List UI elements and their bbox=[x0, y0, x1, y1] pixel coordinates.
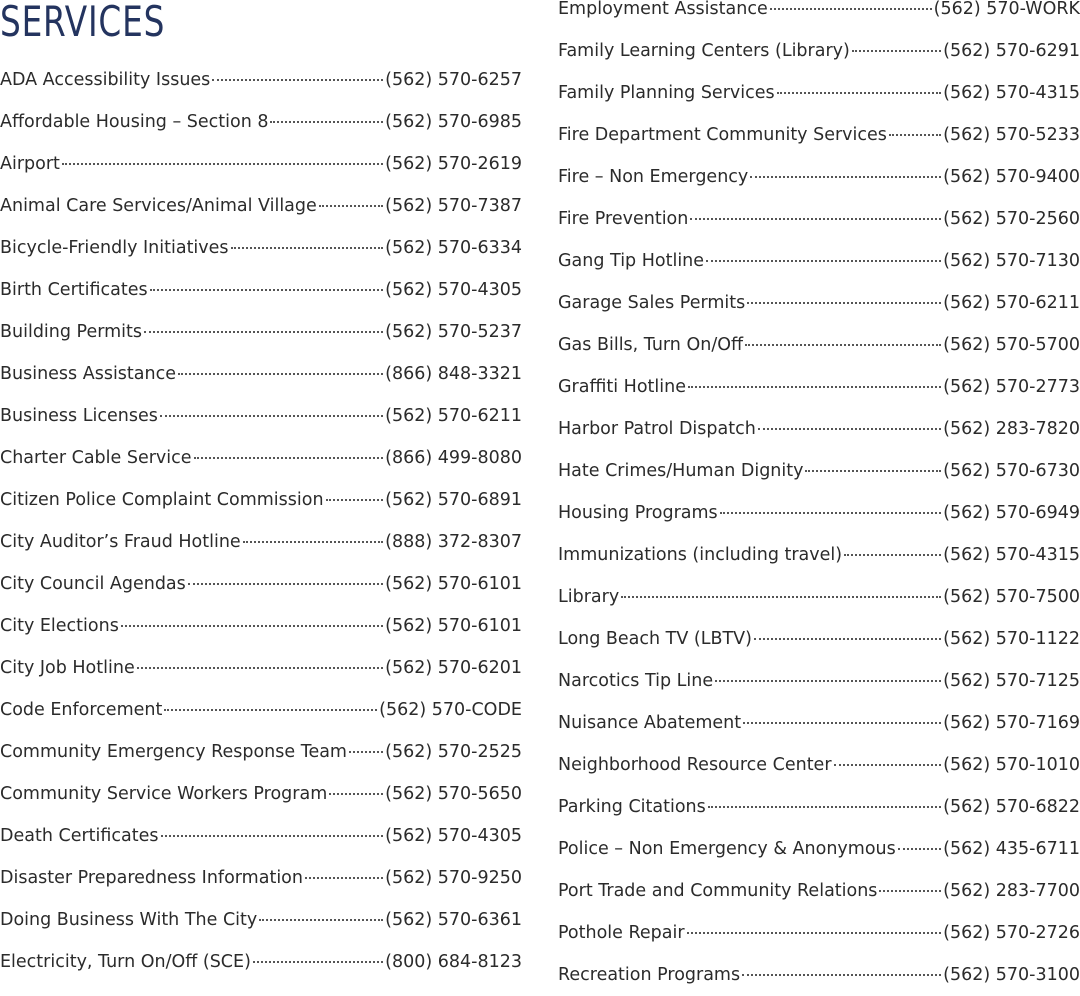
service-row bbox=[0, 185, 522, 227]
service-name: City Auditor’s Fraud Hotline bbox=[0, 532, 241, 552]
service-phone: (562) 570-7130 bbox=[943, 251, 1080, 271]
service-row bbox=[0, 563, 522, 605]
service-name: Police – Non Emergency & Anonymous bbox=[558, 839, 896, 859]
dot-leader bbox=[834, 764, 942, 766]
service-phone: (562) 570-6730 bbox=[943, 461, 1080, 481]
dot-leader bbox=[777, 92, 942, 94]
dot-leader bbox=[687, 932, 942, 934]
service-name: Citizen Police Complaint Commission bbox=[0, 490, 324, 510]
service-phone: (562) 570-6257 bbox=[385, 70, 522, 90]
dot-leader bbox=[898, 848, 941, 850]
service-name: Garage Sales Permits bbox=[558, 293, 746, 313]
service-phone: (562) 570-2619 bbox=[385, 154, 522, 174]
service-name: Community Emergency Response Team bbox=[0, 742, 347, 762]
service-name: Bicycle-Friendly Initiatives bbox=[0, 238, 229, 258]
dot-leader bbox=[326, 499, 384, 501]
service-row bbox=[0, 311, 522, 353]
dot-leader bbox=[329, 793, 383, 795]
service-row bbox=[0, 857, 522, 899]
service-phone: (562) 570-6101 bbox=[385, 574, 522, 594]
service-row bbox=[0, 395, 522, 437]
service-row bbox=[0, 689, 522, 731]
service-name: City Job Hotline bbox=[0, 658, 135, 678]
dot-leader bbox=[161, 835, 384, 837]
dot-leader bbox=[243, 541, 383, 543]
dot-leader bbox=[137, 667, 383, 669]
service-phone: (562) 570-6201 bbox=[385, 658, 522, 678]
service-phone: (562) 570-4315 bbox=[943, 83, 1080, 103]
service-phone: (562) 570-1122 bbox=[943, 629, 1080, 649]
dot-leader bbox=[805, 470, 941, 472]
service-name: Business Licenses bbox=[0, 406, 158, 426]
service-row bbox=[558, 450, 1080, 492]
service-name: Death Certificates bbox=[0, 826, 159, 846]
dot-leader bbox=[852, 50, 941, 52]
service-name: Pothole Repair bbox=[558, 923, 685, 943]
service-name: Electricity, Turn On/Off (SCE) bbox=[0, 952, 251, 972]
service-row bbox=[558, 282, 1080, 324]
service-row bbox=[0, 479, 522, 521]
service-row bbox=[0, 521, 522, 563]
service-row bbox=[0, 773, 522, 815]
service-phone: (562) 570-7387 bbox=[385, 196, 522, 216]
service-phone: (562) 570-6891 bbox=[385, 490, 522, 510]
service-phone: (562) 570-6822 bbox=[943, 797, 1080, 817]
service-row bbox=[0, 815, 522, 857]
service-name: Family Planning Services bbox=[558, 83, 775, 103]
service-row bbox=[558, 72, 1080, 114]
dot-leader bbox=[770, 8, 932, 10]
service-row bbox=[558, 324, 1080, 366]
service-name: Graffiti Hotline bbox=[558, 377, 686, 397]
dot-leader bbox=[690, 218, 941, 220]
service-name: Building Permits bbox=[0, 322, 143, 342]
service-name: Charter Cable Service bbox=[0, 448, 192, 468]
dot-leader bbox=[720, 512, 941, 514]
service-row bbox=[558, 366, 1080, 408]
dot-leader bbox=[349, 751, 383, 753]
service-name: Neighborhood Resource Center bbox=[558, 755, 832, 775]
service-phone: (562) 283-7700 bbox=[943, 881, 1080, 901]
service-name: Library bbox=[558, 587, 620, 607]
service-row bbox=[0, 437, 522, 479]
dot-leader bbox=[879, 890, 941, 892]
service-row bbox=[0, 731, 522, 773]
service-row bbox=[558, 156, 1080, 198]
service-row bbox=[558, 912, 1080, 954]
dot-leader bbox=[688, 386, 941, 388]
service-phone: (562) 570-6985 bbox=[385, 112, 522, 132]
service-name: Immunizations (including travel) bbox=[558, 545, 843, 565]
dot-leader bbox=[742, 974, 941, 976]
dot-leader bbox=[253, 961, 383, 963]
service-phone: (562) 570-2525 bbox=[385, 742, 522, 762]
service-phone: (562) 283-7820 bbox=[943, 419, 1080, 439]
service-name: Business Assistance bbox=[0, 364, 176, 384]
service-name: Parking Citations bbox=[558, 797, 706, 817]
service-row bbox=[558, 618, 1080, 660]
service-name: Airport bbox=[0, 154, 60, 174]
service-phone: (562) 570-7169 bbox=[943, 713, 1080, 733]
dot-leader bbox=[889, 134, 941, 136]
service-phone: (562) 570-6949 bbox=[943, 503, 1080, 523]
service-row bbox=[558, 702, 1080, 744]
service-name: Community Service Workers Program bbox=[0, 784, 328, 804]
service-name: Doing Business With The City bbox=[0, 910, 258, 930]
service-phone: (562) 570-6211 bbox=[943, 293, 1080, 313]
service-phone: (800) 684-8123 bbox=[385, 952, 522, 972]
dot-leader bbox=[62, 163, 383, 165]
service-row bbox=[558, 660, 1080, 702]
dot-leader bbox=[305, 877, 383, 879]
service-row bbox=[0, 605, 522, 647]
dot-leader bbox=[743, 722, 941, 724]
service-row bbox=[0, 899, 522, 941]
service-row bbox=[558, 744, 1080, 786]
service-phone: (562) 570-CODE bbox=[379, 700, 522, 720]
services-list-left bbox=[0, 59, 522, 983]
dot-leader bbox=[144, 331, 383, 333]
service-row bbox=[0, 143, 522, 185]
service-row bbox=[558, 786, 1080, 828]
dot-leader bbox=[319, 205, 383, 207]
service-name: Recreation Programs bbox=[558, 965, 741, 985]
service-name: Fire Prevention bbox=[558, 209, 689, 229]
dot-leader bbox=[844, 554, 941, 556]
dot-leader bbox=[231, 247, 384, 249]
service-phone: (888) 372-8307 bbox=[385, 532, 522, 552]
service-row bbox=[558, 534, 1080, 576]
dot-leader bbox=[121, 625, 383, 627]
dot-leader bbox=[150, 289, 384, 291]
dot-leader bbox=[754, 638, 941, 640]
service-name: City Elections bbox=[0, 616, 119, 636]
service-phone: (562) 570-5233 bbox=[943, 125, 1080, 145]
service-row bbox=[0, 941, 522, 983]
service-name: Nuisance Abatement bbox=[558, 713, 742, 733]
dot-leader bbox=[715, 680, 941, 682]
dot-leader bbox=[706, 260, 941, 262]
service-phone: (562) 435-6711 bbox=[943, 839, 1080, 859]
service-row bbox=[558, 30, 1080, 72]
service-row bbox=[0, 227, 522, 269]
service-name: Narcotics Tip Line bbox=[558, 671, 714, 691]
service-phone: (562) 570-3100 bbox=[943, 965, 1080, 985]
service-phone: (562) 570-2726 bbox=[943, 923, 1080, 943]
service-name: Housing Programs bbox=[558, 503, 718, 523]
service-row bbox=[558, 198, 1080, 240]
service-name: Birth Certificates bbox=[0, 280, 148, 300]
service-row bbox=[558, 0, 1080, 30]
service-row bbox=[0, 101, 522, 143]
service-phone: (562) 570-6101 bbox=[385, 616, 522, 636]
service-phone: (562) 570-7500 bbox=[943, 587, 1080, 607]
dot-leader bbox=[178, 373, 383, 375]
dot-leader bbox=[259, 919, 383, 921]
service-phone: (562) 570-2773 bbox=[943, 377, 1080, 397]
service-phone: (562) 570-WORK bbox=[933, 0, 1080, 19]
service-phone: (562) 570-6334 bbox=[385, 238, 522, 258]
service-row bbox=[558, 492, 1080, 534]
service-phone: (562) 570-4305 bbox=[385, 826, 522, 846]
dot-leader bbox=[270, 121, 383, 123]
service-name: Port Trade and Community Relations bbox=[558, 881, 878, 901]
dot-leader bbox=[164, 709, 377, 711]
service-phone: (562) 570-4315 bbox=[943, 545, 1080, 565]
service-name: ADA Accessibility Issues bbox=[0, 70, 211, 90]
service-phone: (562) 570-6361 bbox=[385, 910, 522, 930]
service-phone: (866) 499-8080 bbox=[385, 448, 522, 468]
service-phone: (562) 570-7125 bbox=[943, 671, 1080, 691]
service-row bbox=[558, 828, 1080, 870]
service-phone: (562) 570-6211 bbox=[385, 406, 522, 426]
page-title: SERVICES bbox=[0, 0, 166, 46]
service-name: Fire Department Community Services bbox=[558, 125, 887, 145]
service-phone: (562) 570-5700 bbox=[943, 335, 1080, 355]
dot-leader bbox=[621, 596, 941, 598]
service-row bbox=[558, 114, 1080, 156]
service-row bbox=[558, 870, 1080, 912]
dot-leader bbox=[750, 176, 941, 178]
services-list-right bbox=[558, 0, 1080, 996]
service-name: Affordable Housing – Section 8 bbox=[0, 112, 269, 132]
service-phone: (562) 570-2560 bbox=[943, 209, 1080, 229]
dot-leader bbox=[194, 457, 384, 459]
service-row bbox=[0, 647, 522, 689]
service-name: Gang Tip Hotline bbox=[558, 251, 705, 271]
service-row bbox=[0, 353, 522, 395]
service-phone: (562) 570-5650 bbox=[385, 784, 522, 804]
service-phone: (562) 570-9250 bbox=[385, 868, 522, 888]
service-phone: (562) 570-4305 bbox=[385, 280, 522, 300]
service-name: Harbor Patrol Dispatch bbox=[558, 419, 756, 439]
service-name: Hate Crimes/Human Dignity bbox=[558, 461, 804, 481]
service-name: Disaster Preparedness Information bbox=[0, 868, 303, 888]
service-row bbox=[0, 59, 522, 101]
service-name: Gas Bills, Turn On/Off bbox=[558, 335, 744, 355]
dot-leader bbox=[747, 302, 941, 304]
dot-leader bbox=[758, 428, 941, 430]
service-name: Code Enforcement bbox=[0, 700, 163, 720]
service-row bbox=[558, 408, 1080, 450]
service-row bbox=[558, 954, 1080, 996]
service-phone: (562) 570-6291 bbox=[943, 41, 1080, 61]
service-name: Animal Care Services/Animal Village bbox=[0, 196, 317, 216]
service-phone: (562) 570-1010 bbox=[943, 755, 1080, 775]
service-phone: (562) 570-5237 bbox=[385, 322, 522, 342]
dot-leader bbox=[160, 415, 383, 417]
service-phone: (866) 848-3321 bbox=[385, 364, 522, 384]
dot-leader bbox=[708, 806, 941, 808]
service-row bbox=[0, 269, 522, 311]
dot-leader bbox=[188, 583, 383, 585]
service-row bbox=[558, 576, 1080, 618]
service-name: Fire – Non Emergency bbox=[558, 167, 749, 187]
service-name: City Council Agendas bbox=[0, 574, 186, 594]
service-phone: (562) 570-9400 bbox=[943, 167, 1080, 187]
service-name: Long Beach TV (LBTV) bbox=[558, 629, 752, 649]
dot-leader bbox=[745, 344, 941, 346]
service-name: Employment Assistance bbox=[558, 0, 768, 19]
service-row bbox=[558, 240, 1080, 282]
service-name: Family Learning Centers (Library) bbox=[558, 41, 850, 61]
dot-leader bbox=[212, 79, 383, 81]
